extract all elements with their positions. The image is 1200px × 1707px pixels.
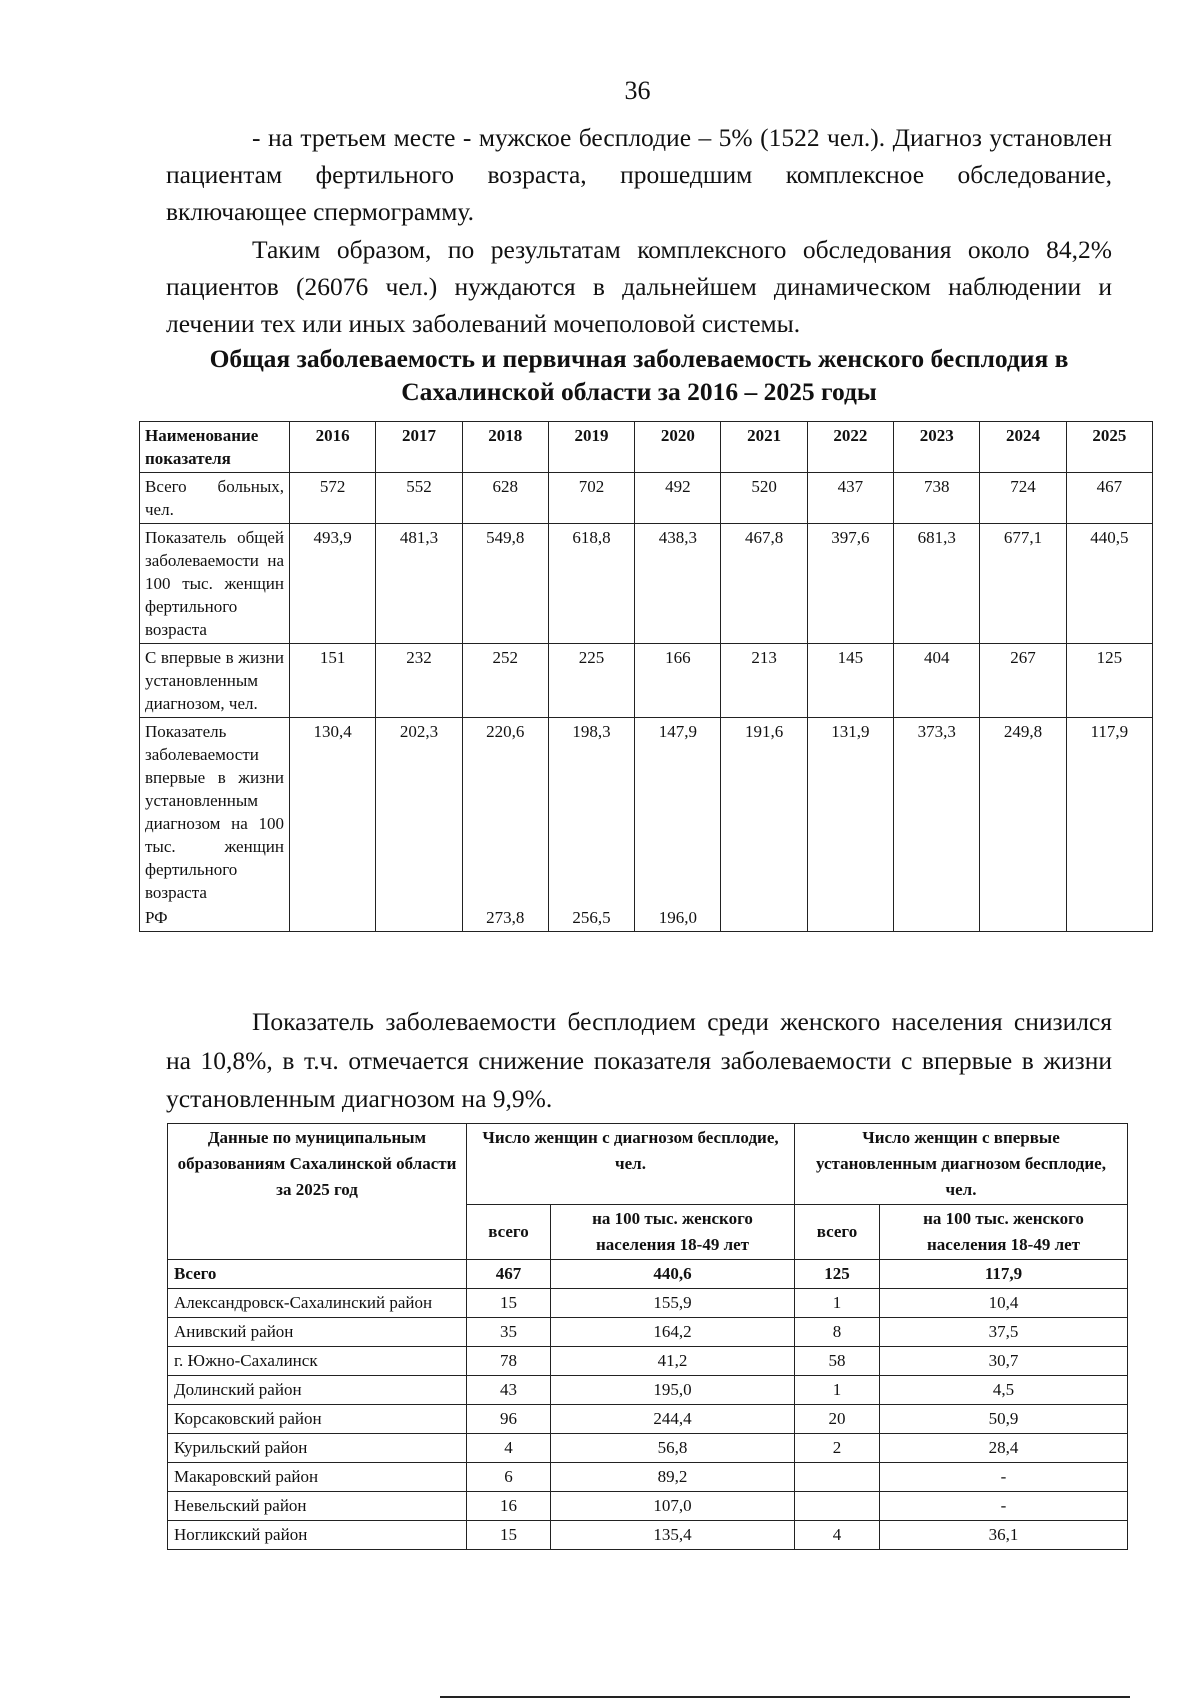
table2-cell-v4: 50,9 bbox=[880, 1405, 1128, 1434]
table2-header-municipality: Данные по муниципальным образованиям Сахалинской области за 2025 год bbox=[168, 1124, 467, 1260]
table1-year-header: 2022 bbox=[807, 422, 893, 473]
table2-cell-v1: 16 bbox=[467, 1492, 551, 1521]
table1-cell: 213 bbox=[721, 644, 807, 718]
table2-municipality-name: Курильский район bbox=[168, 1434, 467, 1463]
paragraph-male-infertility: - на третьем месте - мужское бесплодие – 5% (1522 чел.). Диагноз установлен пациентам фертильного возраста, прошедшим комплексное обследование, включающее спермограмму. bbox=[166, 123, 1112, 226]
table2-header-diagnosis: Число женщин с диагнозом бесплодие, чел. bbox=[467, 1124, 795, 1205]
table2-cell-v1: 4 bbox=[467, 1434, 551, 1463]
municipal-data-table-2025 bbox=[167, 1123, 1128, 1550]
table1-cell: 520 bbox=[721, 473, 807, 524]
table1-rf-cell bbox=[894, 906, 980, 932]
table1-row-label: С впервые в жизни установленным диагнозом, чел. bbox=[140, 644, 290, 718]
table1-rf-cell: 256,5 bbox=[548, 906, 634, 932]
table1-cell: 232 bbox=[376, 644, 462, 718]
table1-year-header: 2017 bbox=[376, 422, 462, 473]
table2-subheader-total-2: всего bbox=[795, 1205, 880, 1260]
table2-subheader-rate-2: на 100 тыс. женского населения 18-49 лет bbox=[880, 1205, 1128, 1260]
table1-row-label: Всего больных, чел. bbox=[140, 473, 290, 524]
table2-cell-v2: 56,8 bbox=[551, 1434, 795, 1463]
table1-cell: 437 bbox=[807, 473, 893, 524]
table1-cell: 117,9 bbox=[1066, 718, 1152, 907]
table2-subheader-rate-1: на 100 тыс. женского населения 18-49 лет bbox=[551, 1205, 795, 1260]
table2-subheader-total-1: всего bbox=[467, 1205, 551, 1260]
table2-row bbox=[168, 1289, 1128, 1318]
table2-cell-v4: 4,5 bbox=[880, 1376, 1128, 1405]
table1-cell: 467 bbox=[1066, 473, 1152, 524]
table1-cell: 492 bbox=[635, 473, 721, 524]
table1-cell: 572 bbox=[290, 473, 376, 524]
table1-row-label: Показатель заболеваемости впервые в жизни установленным диагнозом на 100 тыс. женщин фертильного возраста bbox=[140, 718, 290, 907]
table1-cell: 198,3 bbox=[548, 718, 634, 907]
table2-total-v3: 125 bbox=[795, 1260, 880, 1289]
table2-row bbox=[168, 1405, 1128, 1434]
table2-municipality-name: Долинский район bbox=[168, 1376, 467, 1405]
table2-total-v4: 117,9 bbox=[880, 1260, 1128, 1289]
table1-rf-cell bbox=[980, 906, 1066, 932]
table2-cell-v1: 6 bbox=[467, 1463, 551, 1492]
table1-cell: 225 bbox=[548, 644, 634, 718]
table2-cell-v1: 43 bbox=[467, 1376, 551, 1405]
table1-cell: 628 bbox=[462, 473, 548, 524]
table2-municipality-name: г. Южно-Сахалинск bbox=[168, 1347, 467, 1376]
table2-header-first-diagnosis: Число женщин с впервые установленным диагнозом бесплодие, чел. bbox=[795, 1124, 1128, 1205]
table1-cell: 681,3 bbox=[894, 524, 980, 644]
table2-cell-v3: 20 bbox=[795, 1405, 880, 1434]
table2-total-v1: 467 bbox=[467, 1260, 551, 1289]
table1-cell: 702 bbox=[548, 473, 634, 524]
table1-cell: 724 bbox=[980, 473, 1066, 524]
table2-row bbox=[168, 1434, 1128, 1463]
table1-cell: 677,1 bbox=[980, 524, 1066, 644]
table2-cell-v1: 96 bbox=[467, 1405, 551, 1434]
table1-title: Общая заболеваемость и первичная заболеваемость женского бесплодия в Сахалинской области за 2016 – 2025 годы bbox=[209, 344, 1069, 406]
table2-row bbox=[168, 1318, 1128, 1347]
table2-row bbox=[168, 1376, 1128, 1405]
table2-cell-v4: - bbox=[880, 1463, 1128, 1492]
table2-municipality-name: Корсаковский район bbox=[168, 1405, 467, 1434]
table1-cell: 467,8 bbox=[721, 524, 807, 644]
table1-rf-cell bbox=[376, 906, 462, 932]
table2-cell-v3: 58 bbox=[795, 1347, 880, 1376]
table1-cell: 191,6 bbox=[721, 718, 807, 907]
table2-cell-v2: 164,2 bbox=[551, 1318, 795, 1347]
table2-cell-v3: 4 bbox=[795, 1521, 880, 1550]
table2-cell-v3: 2 bbox=[795, 1434, 880, 1463]
table1-row bbox=[140, 718, 1153, 907]
table2-cell-v3: 1 bbox=[795, 1376, 880, 1405]
table2-municipality-name: Анивский район bbox=[168, 1318, 467, 1347]
page-number: 36 bbox=[624, 76, 651, 105]
table1-cell: 145 bbox=[807, 644, 893, 718]
table2-cell-v4: 30,7 bbox=[880, 1347, 1128, 1376]
table2-cell-v1: 15 bbox=[467, 1289, 551, 1318]
table1-cell: 202,3 bbox=[376, 718, 462, 907]
table1-year-header: 2023 bbox=[894, 422, 980, 473]
table1-year-header: 2024 bbox=[980, 422, 1066, 473]
table1-rf-cell bbox=[807, 906, 893, 932]
table1-rf-cell: 273,8 bbox=[462, 906, 548, 932]
table1-cell: 373,3 bbox=[894, 718, 980, 907]
table2-cell-v4: 36,1 bbox=[880, 1521, 1128, 1550]
paragraph-summary: Таким образом, по результатам комплексного обследования около 84,2% пациентов (26076 чел.) нуждаются в дальнейшем динамическом наблюдении и лечении тех или иных заболеваний мочеполовой системы. bbox=[166, 235, 1112, 338]
table2-cell-v2: 244,4 bbox=[551, 1405, 795, 1434]
table1-row bbox=[140, 473, 1153, 524]
table1-rf-cell bbox=[1066, 906, 1152, 932]
table2-cell-v3 bbox=[795, 1492, 880, 1521]
table1-header-row bbox=[140, 422, 1153, 473]
table2-cell-v3 bbox=[795, 1463, 880, 1492]
table1-cell: 125 bbox=[1066, 644, 1152, 718]
table1-cell: 493,9 bbox=[290, 524, 376, 644]
table1-cell: 618,8 bbox=[548, 524, 634, 644]
table2-total-v2: 440,6 bbox=[551, 1260, 795, 1289]
table2-total-label: Всего bbox=[168, 1260, 467, 1289]
table2-cell-v2: 89,2 bbox=[551, 1463, 795, 1492]
table2-cell-v3: 1 bbox=[795, 1289, 880, 1318]
table2-cell-v4: 37,5 bbox=[880, 1318, 1128, 1347]
table1-rf-cell bbox=[721, 906, 807, 932]
table1-cell: 438,3 bbox=[635, 524, 721, 644]
table2-row bbox=[168, 1463, 1128, 1492]
table1-rf-label: РФ bbox=[140, 906, 290, 932]
table2-cell-v2: 107,0 bbox=[551, 1492, 795, 1521]
table2-row bbox=[168, 1521, 1128, 1550]
table2-cell-v2: 155,9 bbox=[551, 1289, 795, 1318]
table1-year-header: 2025 bbox=[1066, 422, 1152, 473]
table2-row bbox=[168, 1492, 1128, 1521]
table1-row bbox=[140, 524, 1153, 644]
table1-cell: 130,4 bbox=[290, 718, 376, 907]
table2-header-row bbox=[168, 1124, 1128, 1205]
table1-rf-row bbox=[140, 906, 1153, 932]
table2-municipality-name: Невельский район bbox=[168, 1492, 467, 1521]
table1-row bbox=[140, 644, 1153, 718]
table2-cell-v1: 35 bbox=[467, 1318, 551, 1347]
table2-cell-v4: 10,4 bbox=[880, 1289, 1128, 1318]
table1-cell: 404 bbox=[894, 644, 980, 718]
table2-cell-v2: 135,4 bbox=[551, 1521, 795, 1550]
table2-cell-v3: 8 bbox=[795, 1318, 880, 1347]
table1-cell: 267 bbox=[980, 644, 1066, 718]
table1-year-header: 2020 bbox=[635, 422, 721, 473]
table2-municipality-name: Александровск-Сахалинский район bbox=[168, 1289, 467, 1318]
table1-row-label: Показатель общей заболеваемости на 100 тыс. женщин фертильного возраста bbox=[140, 524, 290, 644]
table1-cell: 220,6 bbox=[462, 718, 548, 907]
table1-year-header: 2018 bbox=[462, 422, 548, 473]
table1-cell: 552 bbox=[376, 473, 462, 524]
paragraph-decrease: Показатель заболеваемости бесплодием среди женского населения снизился на 10,8%, в т.ч. отмечается снижение показателя заболеваемости с впервые в жизни установленным диагнозом на 9,9%. bbox=[166, 1007, 1112, 1113]
table1-cell: 252 bbox=[462, 644, 548, 718]
table1-year-header: 2019 bbox=[548, 422, 634, 473]
table2-row bbox=[168, 1347, 1128, 1376]
table2-municipality-name: Макаровский район bbox=[168, 1463, 467, 1492]
table2-cell-v1: 78 bbox=[467, 1347, 551, 1376]
incidence-table-2016-2025 bbox=[139, 421, 1153, 932]
table1-rf-cell: 196,0 bbox=[635, 906, 721, 932]
table1-cell: 549,8 bbox=[462, 524, 548, 644]
table1-header-label: Наименование показателя bbox=[140, 422, 290, 473]
table1-year-header: 2021 bbox=[721, 422, 807, 473]
table2-total-row bbox=[168, 1260, 1128, 1289]
page-bottom-line bbox=[440, 1696, 1130, 1698]
table1-cell: 166 bbox=[635, 644, 721, 718]
table1-year-header: 2016 bbox=[290, 422, 376, 473]
table1-cell: 738 bbox=[894, 473, 980, 524]
table1-cell: 397,6 bbox=[807, 524, 893, 644]
table2-cell-v2: 41,2 bbox=[551, 1347, 795, 1376]
table1-cell: 249,8 bbox=[980, 718, 1066, 907]
table2-cell-v2: 195,0 bbox=[551, 1376, 795, 1405]
table2-cell-v1: 15 bbox=[467, 1521, 551, 1550]
table1-cell: 481,3 bbox=[376, 524, 462, 644]
table1-cell: 147,9 bbox=[635, 718, 721, 907]
table2-cell-v4: - bbox=[880, 1492, 1128, 1521]
table1-rf-cell bbox=[290, 906, 376, 932]
table1-cell: 131,9 bbox=[807, 718, 893, 907]
table2-cell-v4: 28,4 bbox=[880, 1434, 1128, 1463]
table2-municipality-name: Ногликский район bbox=[168, 1521, 467, 1550]
table1-cell: 151 bbox=[290, 644, 376, 718]
table1-cell: 440,5 bbox=[1066, 524, 1152, 644]
